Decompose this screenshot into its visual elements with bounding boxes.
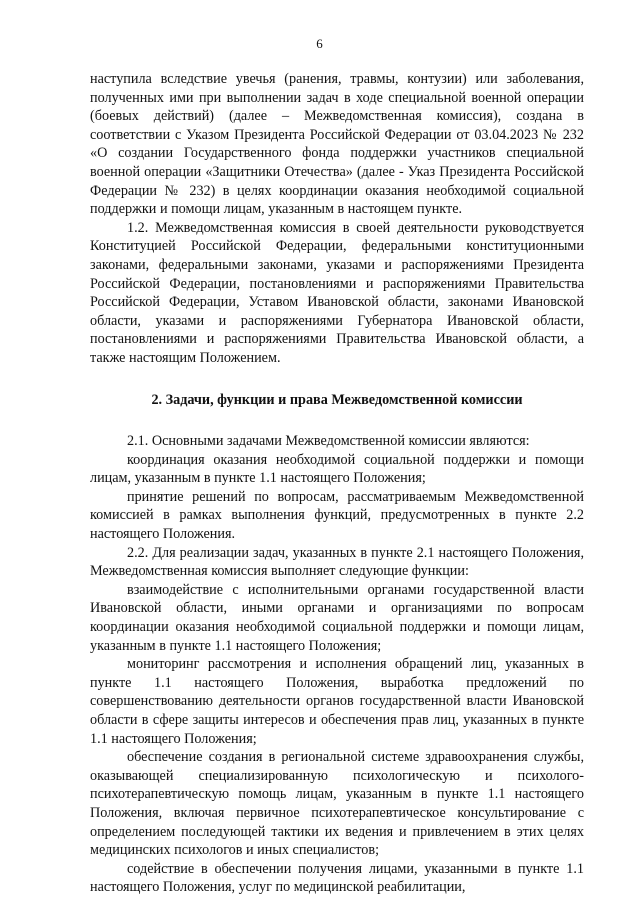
list-item-task-coordination: координация оказания необходимой социальной поддержки и помощи лицам, указанным в пункте 1.1 настоящего Положения; — [90, 451, 584, 487]
list-item-function-rehabilitation: содействие в обеспечении получения лицами, указанными в пункте 1.1 настоящего Положения, услуг по медицинской реабилитации, — [90, 860, 584, 896]
list-item-function-psych-service: обеспечение создания в региональной системе здравоохранения службы, оказывающей специализированную психологическую и психолого-психотерапевтическую помощь лицам, указанным в пункте 1.1 настоящего Положения, включая первичное психотерапевтическое консультирование с определением последующей тактики их ведения и привлечением в этих целях медицинских психологов и иных специалистов; — [90, 749, 584, 859]
paragraph-1-2: 1.2. Межведомственная комиссия в своей деятельности руководствуется Конституцией Российской Федерации, федеральными конституционными законами, федеральными законами, указами и распоряжениями Президента Российской Федерации, постановлениями и распоряжениями Правительства Российской Федерации, Уставом Ивановской области, законами Ивановской области, указами и распоряжениями Губернатора Ивановской области, постановлениями и распоряжениями Правительства Ивановской области, а также настоящим Положением. — [90, 219, 584, 366]
document-body — [90, 70, 584, 897]
paragraph-2-2: 2.2. Для реализации задач, указанных в пункте 2.1 настоящего Положения, Межведомственная комиссия выполняет следующие функции: — [90, 544, 584, 580]
list-item-function-monitoring: мониторинг рассмотрения и исполнения обращений лиц, указанных в пункте 1.1 настоящего Положения, выработка предложений по совершенствованию деятельности органов государственной власти Ивановской области в сфере защиты интересов и обеспечения прав лиц, указанных в пункте 1.1 настоящего Положения; — [90, 656, 584, 747]
paragraph-2-1: 2.1. Основными задачами Межведомственной комиссии являются: — [127, 433, 530, 450]
page-number: 6 — [316, 36, 323, 51]
section-heading: 2. Задачи, функции и права Межведомственной комиссии — [151, 391, 523, 408]
paragraph-continuation: наступила вследствие увечья (ранения, травмы, контузии) или заболевания, полученных ими при выполнении задач в ходе специальной военной операции (боевых действий) (далее – Межведомственная комиссия), создана в соответствии с Указом Президента Российской Федерации от 03.04.2023 № 232 «О создании Государственного фонда поддержки участников специальной военной операции «Защитники Отечества» (далее - Указ Президента Российской Федерации № 232) в целях координации оказания необходимой социальной поддержки и помощи лицам, указанным в настоящем пункте. — [90, 71, 584, 218]
list-item-function-interaction: взаимодействие с исполнительными органами государственной власти Ивановской области, иными органами и организациями по вопросам координации оказания необходимой социальной поддержки и помощи лицам, указанным в пункте 1.1 настоящего Положения; — [90, 581, 584, 654]
list-item-task-decisions: принятие решений по вопросам, рассматриваемым Межведомственной комиссией в рамках выполнения функций, предусмотренных в пункте 2.2 настоящего Положения. — [90, 488, 584, 543]
